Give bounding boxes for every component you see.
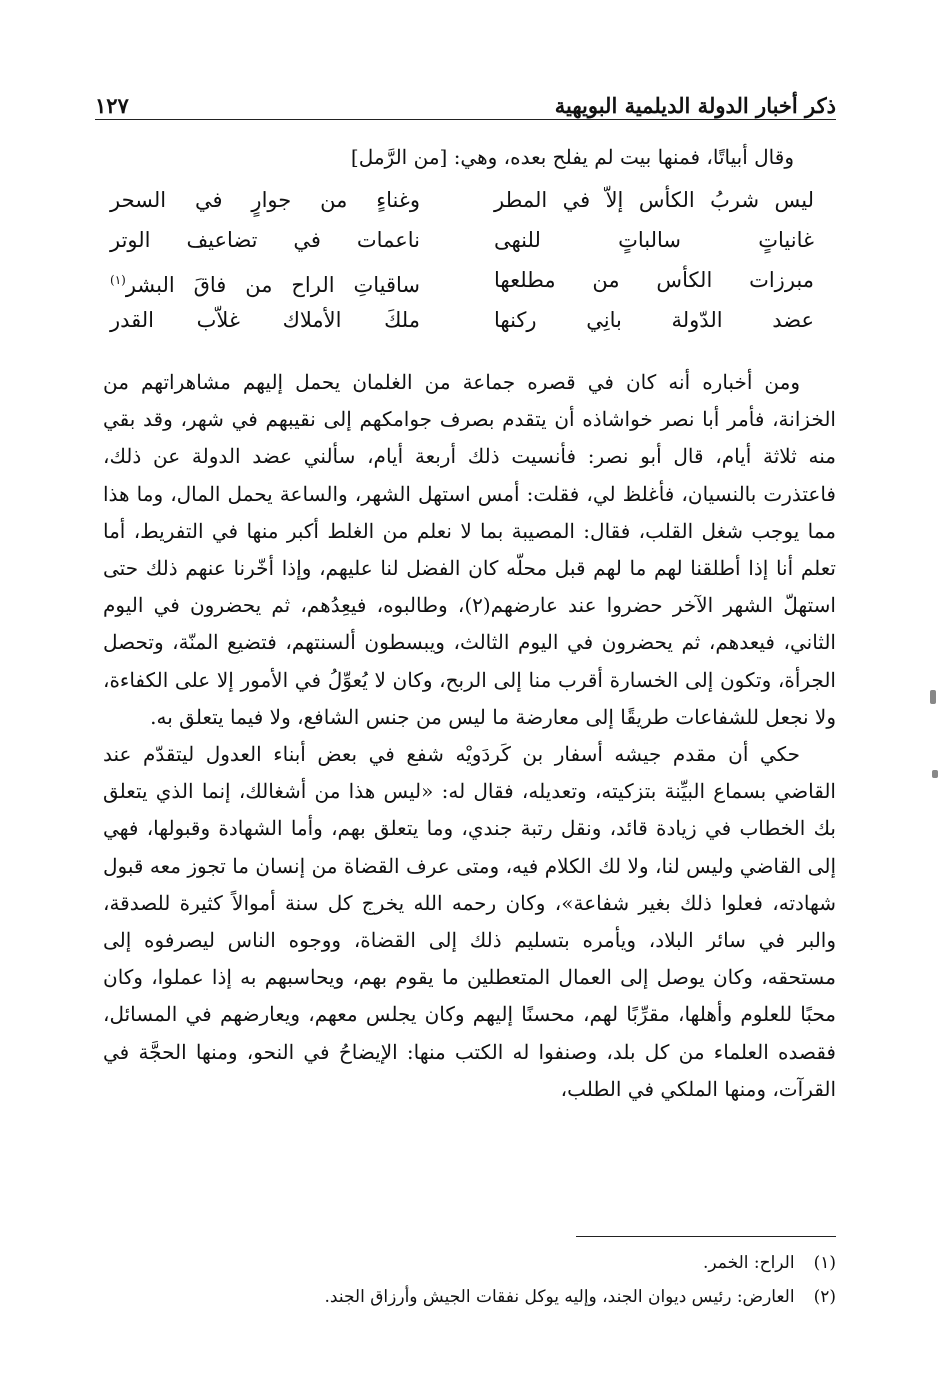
poem-verse <box>110 260 814 300</box>
footnote-number: (٢) <box>813 1287 836 1307</box>
running-header <box>95 86 836 118</box>
verse-second-hemistich: ساقياتِ الراح من فاقَ البشر <box>125 273 420 297</box>
footnote-text: الراح: الخمر. <box>702 1253 795 1273</box>
page-number: ١٢٧ <box>95 93 129 118</box>
poem-verse <box>110 180 814 220</box>
poem-verse <box>110 300 814 340</box>
footnotes <box>200 1246 836 1314</box>
paragraph: ومن أخباره أنه كان في قصره جماعة من الغلمان يحمل إليهم مشاهراتهم من الخزانة، فأمر أبا نصر خواشاذه أن يتقدم بصرف جوامكهم إلى نقيبهم في شهر، وقد بقي منه ثلاثة أيام، قال أبو نصر: فأنسيت ذلك أربعة أيام، سألني عضد الدولة عن ذلك، فاعتذرت بالنسيان، فأغلظ لي، فقلت: أمس استهل الشهر، والساعة يحمل المال، وما هذا مما يوجب شغل القلب، فقال: المصيبة بما لا نعلم من الغلط أكبر منها في التفريط، أما تعلم أنا إذا أطلقنا لهم ما لهم قبل محلّه كان الفضل لنا عليهم، وإذا أخّرنا عنهم ذلك حتى استهلّ الشهر الآخر حضروا عند عارضهم(٢)، وطالبوه، فيعِدُهم، ثم يحضرون في اليوم الثاني، فيعدهم، ثم يحضرون في اليوم الثالث، ويبسطون ألسنتهم، فتضيع المنّة، وتحصل الجرأة، وتكون إلى الخسارة أقرب منا إلى الربح، وكان لا يُعوِّلُ في الأمور إلا على الكفاءة، ولا نجعل للشفاعات طريقًا إلى معارضة ما ليس من جنس الشافع، ولا فيما يتعلق به. <box>103 370 836 729</box>
footnote-number: (١) <box>813 1253 836 1273</box>
scan-speck <box>932 770 938 778</box>
poem-verse <box>110 220 814 260</box>
paragraph: حكي أن مقدم جيشه أسفار بن كَردَويْه شفع في بعض أبناء العدول ليتقدّم عند القاضي بسماع البيِّنة بتزكيته، وتعديله، فقال له: «ليس هذا من أشغالك، إنما الذي يتعلق بك الخطاب في زيادة قائد، ونقل رتبة جندي، وما يتعلق بهم، وأما الشهادة وقبولها، فهي إلى القاضي وليس لنا، ولا لك الكلام فيه، ومتى عرف القضاة من إنسان ما تجوز معه قبول شهادته، فعلوا ذلك بغير شفاعة»، وكان رحمه الله يخرج كل سنة أموالاً كثيرة للصدقة، والبر في سائر البلاد، ويأمره بتسليم ذلك إلى القضاة، ووجوه الناس ليصرفوه إلى مستحقه، وكان يوصل إلى العمال المتعطلين ما يقوم بهم، ويحاسبهم به إذا عملوا، وكان محبًا للعلوم وأهلها، مقرِّبًا لهم، محسنًا إليهم وكان يجلس معهم، ويعارضهم في المسائل، فقصده العلماء من كل بلد، وصنفوا له الكتب منها: الإيضاحُ في النحو، ومنها الحجَّة في القرآت، ومنها الملكي في الطلب، <box>103 742 836 1101</box>
verse-second-hemistich-with-note <box>110 260 420 300</box>
verse-second-hemistich: ملكَ الأملاك غلاّب القدر <box>110 308 420 332</box>
footnote <box>200 1280 836 1314</box>
footnote-divider <box>576 1236 836 1237</box>
verse-second-hemistich: ناعمات في تضاعيف الوتر <box>110 228 420 252</box>
header-divider <box>95 119 836 120</box>
body-text <box>103 364 836 1108</box>
verse-first-hemistich: ليس شربُ الكأس إلاّ في المطر <box>494 188 814 212</box>
running-title: ذكر أخبار الدولة الديلمية البويهية <box>554 93 836 118</box>
scan-speck <box>930 690 936 704</box>
poem <box>110 180 814 340</box>
footnote-marker: (١) <box>110 273 126 287</box>
verse-second-hemistich: وغناءٍ من جوارٍ في السحر <box>110 188 420 212</box>
verse-first-hemistich: غانياتٍ سالباتٍ للنهى <box>494 228 814 252</box>
verse-first-hemistich: مبرزات الكأس من مطلعها <box>494 268 814 292</box>
footnote-text: العارض: رئيس ديوان الجند، وإليه يوكل نفقات الجيش وأرزاق الجند. <box>324 1287 795 1307</box>
footnote <box>200 1246 836 1280</box>
poem-intro: وقال أبياتًا، فمنها بيت لم يفلح بعده، وهي: [من الرَّمل] <box>350 145 794 169</box>
verse-first-hemistich: عضد الدّولة بانِي ركنها <box>494 308 814 332</box>
